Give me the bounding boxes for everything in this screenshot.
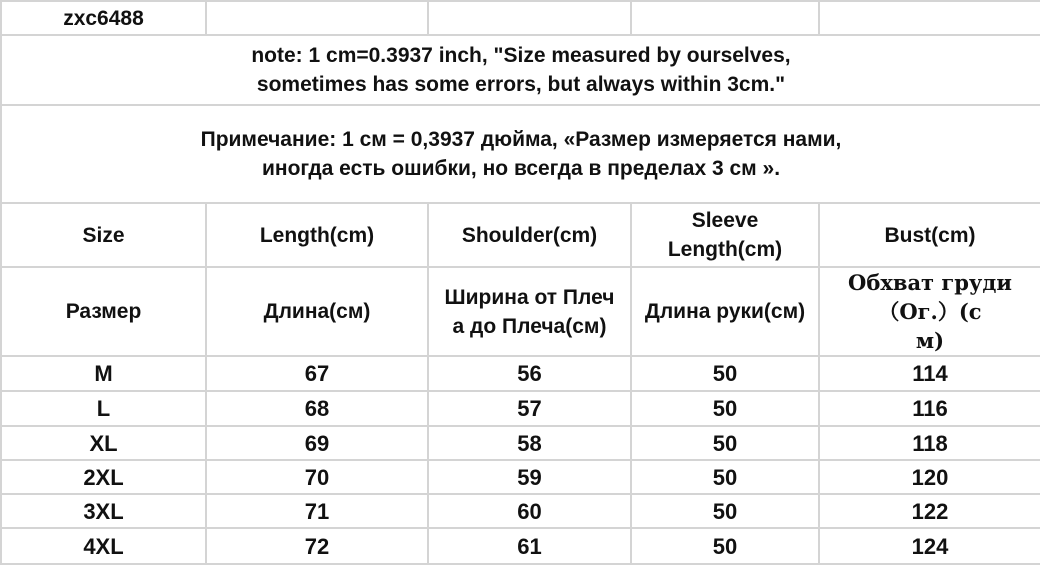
note-russian bbox=[1, 105, 1040, 203]
cell-length: 72 bbox=[206, 528, 428, 564]
cell-size: 4XL bbox=[1, 528, 206, 564]
table-row bbox=[1, 494, 1040, 528]
table-row bbox=[1, 460, 1040, 494]
cell-bust: 124 bbox=[819, 528, 1040, 564]
cell-bust: 114 bbox=[819, 356, 1040, 391]
cell-size: L bbox=[1, 391, 206, 426]
header-ru-bust-line-1: Обхват груди （Ог.）(с bbox=[848, 270, 1012, 324]
cell-sleeve: 50 bbox=[631, 356, 819, 391]
header-length: Length(cm) bbox=[206, 203, 428, 267]
cell-bust: 122 bbox=[819, 494, 1040, 528]
table-row bbox=[1, 391, 1040, 426]
note-en-row bbox=[1, 35, 1040, 105]
cell-shoulder: 58 bbox=[428, 426, 631, 460]
empty-cell bbox=[428, 1, 631, 35]
cell-length: 71 bbox=[206, 494, 428, 528]
note-english-line-1: note: 1 cm=0.3937 inch, "Size measured by ourselves, bbox=[251, 44, 791, 67]
header-size: Size bbox=[1, 203, 206, 267]
header-ru-shoulder bbox=[428, 267, 631, 356]
cell-length: 68 bbox=[206, 391, 428, 426]
header-shoulder: Shoulder(cm) bbox=[428, 203, 631, 267]
note-russian-line-1: Примечание: 1 см = 0,3937 дюйма, «Размер измеряется нами, bbox=[200, 128, 842, 151]
header-ru-shoulder-line-2: а до Плеча(см) bbox=[452, 314, 607, 338]
cell-shoulder: 56 bbox=[428, 356, 631, 391]
cell-sleeve: 50 bbox=[631, 528, 819, 564]
header-sleeve-line-2: Length(cm) bbox=[667, 238, 783, 261]
cell-bust: 116 bbox=[819, 391, 1040, 426]
cell-bust: 120 bbox=[819, 460, 1040, 494]
product-code: zxc6488 bbox=[1, 1, 206, 35]
cell-bust: 118 bbox=[819, 426, 1040, 460]
cell-shoulder: 61 bbox=[428, 528, 631, 564]
cell-shoulder: 60 bbox=[428, 494, 631, 528]
cell-shoulder: 57 bbox=[428, 391, 631, 426]
header-sleeve-length bbox=[631, 203, 819, 267]
cell-size: XL bbox=[1, 426, 206, 460]
header-ru-row bbox=[1, 267, 1040, 356]
note-russian-line-2: иногда есть ошибки, но всегда в пределах 3 см ». bbox=[261, 157, 781, 180]
header-ru-size: Размер bbox=[1, 267, 206, 356]
header-ru-length: Длина(см) bbox=[206, 267, 428, 356]
header-ru-sleeve: Длина руки(см) bbox=[631, 267, 819, 356]
note-english bbox=[1, 35, 1040, 105]
header-bust: Bust(cm) bbox=[819, 203, 1040, 267]
cell-length: 70 bbox=[206, 460, 428, 494]
cell-size: M bbox=[1, 356, 206, 391]
table-row bbox=[1, 528, 1040, 564]
cell-sleeve: 50 bbox=[631, 391, 819, 426]
cell-sleeve: 50 bbox=[631, 494, 819, 528]
cell-length: 67 bbox=[206, 356, 428, 391]
header-ru-bust bbox=[819, 267, 1040, 356]
empty-cell bbox=[206, 1, 428, 35]
table-row bbox=[1, 356, 1040, 391]
cell-sleeve: 50 bbox=[631, 426, 819, 460]
header-ru-bust-line-2: м) bbox=[915, 328, 945, 353]
note-ru-row bbox=[1, 105, 1040, 203]
cell-size: 3XL bbox=[1, 494, 206, 528]
header-en-row bbox=[1, 203, 1040, 267]
header-ru-shoulder-line-1: Ширина от Плеч bbox=[444, 285, 615, 309]
header-sleeve-line-1: Sleeve bbox=[691, 209, 759, 232]
empty-cell bbox=[819, 1, 1040, 35]
code-row bbox=[1, 1, 1040, 35]
cell-length: 69 bbox=[206, 426, 428, 460]
empty-cell bbox=[631, 1, 819, 35]
cell-sleeve: 50 bbox=[631, 460, 819, 494]
note-english-line-2: sometimes has some errors, but always within 3cm." bbox=[256, 73, 786, 96]
cell-shoulder: 59 bbox=[428, 460, 631, 494]
table-row bbox=[1, 426, 1040, 460]
cell-size: 2XL bbox=[1, 460, 206, 494]
